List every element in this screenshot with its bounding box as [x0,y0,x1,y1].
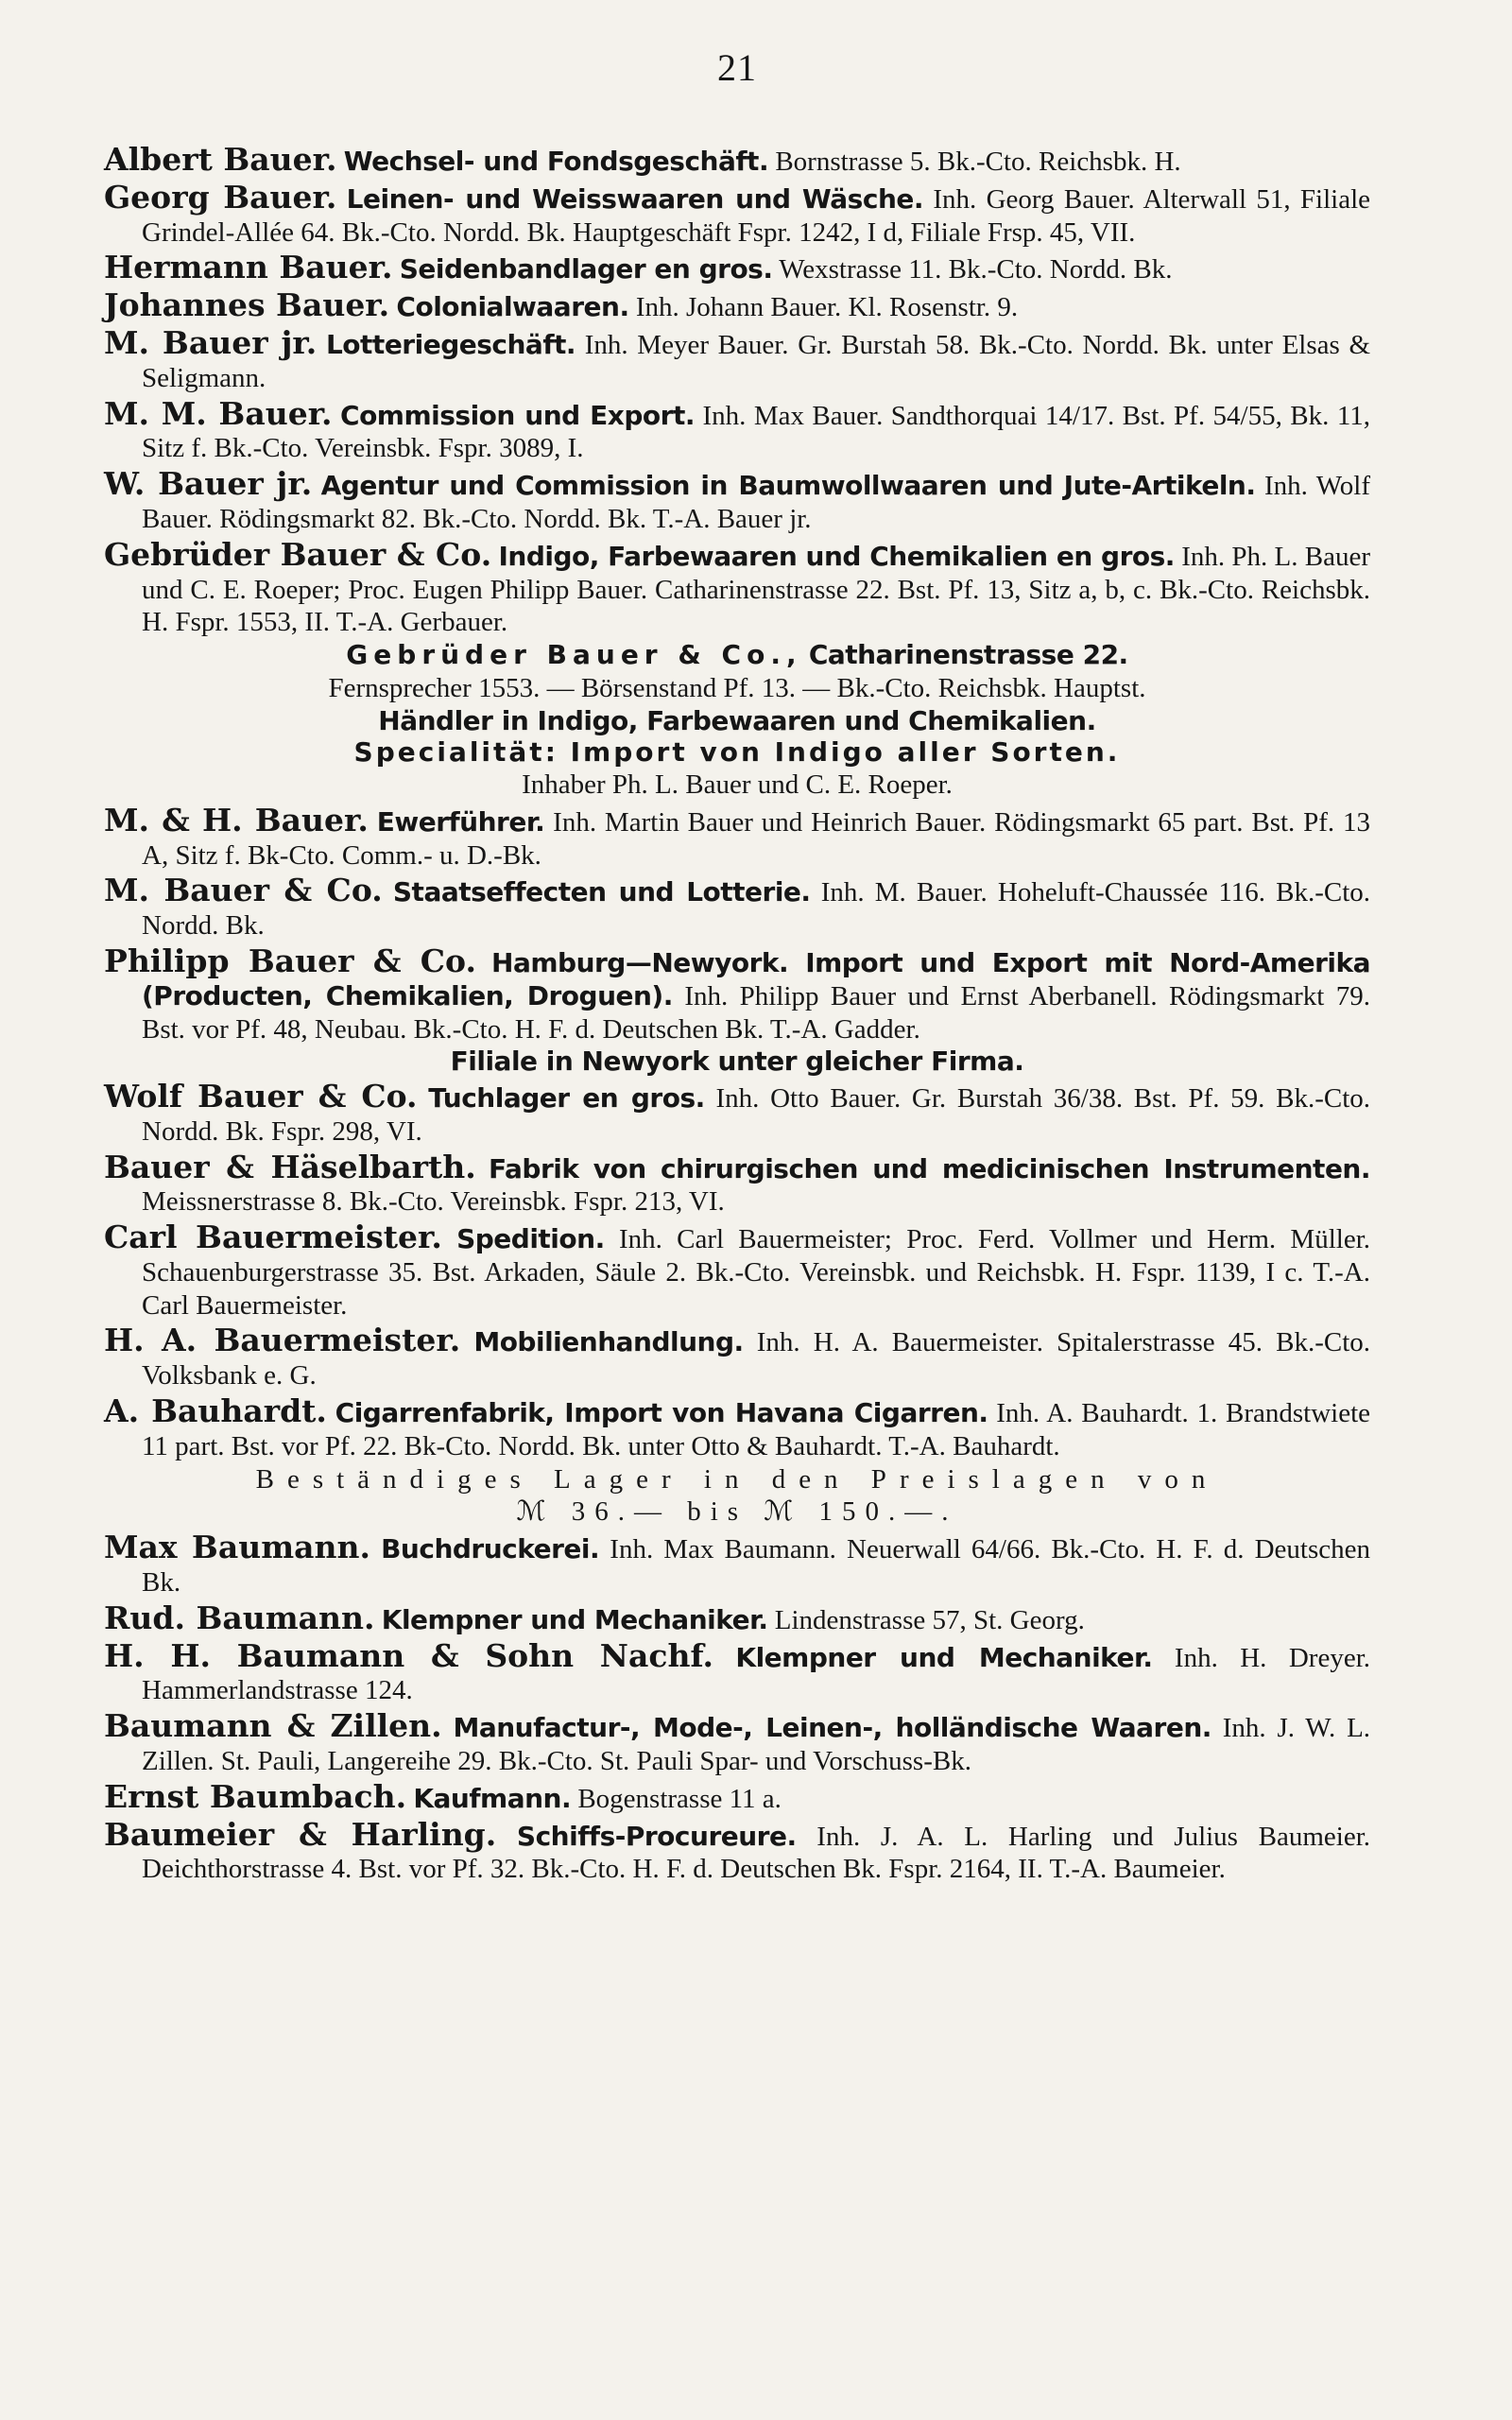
firm-name: Philipp Bauer & Co. [104,942,476,979]
firm-name: Max Baumann. [104,1529,370,1566]
entry-details: Bornstrasse 5. Bk.-Cto. Reichsbk. H. [775,147,1181,177]
firm-name: Johannes Bauer. [104,286,390,324]
entry-details: Inh. Georg Bauer. Alterwall 51, Filiale Grindel-Allée 64. Bk.-Cto. Nordd. Bk. Hauptgeschäft Fspr. 1242, I d, Filiale Frsp. 45, VII. [142,183,1371,248]
directory-entry [104,324,1370,395]
entry-list-3 [104,1078,1370,1529]
entry-details: Inh. Max Bauer. Sandthorquai 14/17. Bst. Pf. 54/55, Bk. 11, Sitz f. Bk.-Cto. Vereinsbk. Fspr. 3089, I. [142,400,1371,464]
directory-entry [104,395,1370,466]
entry-list-1 [104,141,1370,639]
directory-entry [104,286,1370,324]
directory-entry [104,249,1370,286]
directory-entry [104,1816,1370,1887]
entry-details: Inh. M. Bauer. Hoheluft-Chaussée 116. Bk.-Cto. Nordd. Bk. [142,877,1371,942]
trade-description: Colonialwaaren. [396,291,629,323]
firm-name: Georg Bauer. [104,178,337,216]
page-number: 21 [717,46,757,89]
entry-list-4 [104,1529,1370,1886]
entry-details: Wexstrasse 11. Bk.-Cto. Nordd. Bk. [779,254,1173,285]
directory-entry [104,1637,1370,1708]
ad-line-1 [104,639,1370,672]
ad-line-4: Specialität: Import von Indigo aller Sorten. [353,736,1121,769]
directory-entry [104,1392,1370,1463]
firm-name: H. A. Bauermeister. [104,1322,461,1359]
entry-details: Inh. J. W. L. Zillen. St. Pauli, Langereihe 29. Bk.-Cto. St. Pauli Spar- und Vorschuss-Bk. [142,1713,1371,1777]
trade-description: Leinen- und Weisswaaren und Wäsche. [346,182,924,215]
directory-entry [104,1149,1370,1219]
directory-entry [104,802,1370,873]
trade-description: Agentur und Commission in Baumwollwaaren und Jute-Artikeln. [320,470,1256,502]
trade-description: Cigarrenfabrik, Import von Havana Cigarren. [335,1397,988,1429]
trade-description: Ewerführer. [376,805,545,838]
firm-name: Hermann Bauer. [104,249,393,286]
firm-name: M. M. Bauer. [104,394,333,432]
lager-line-1: Beständiges Lager in den Preislagen von [255,1463,1219,1495]
directory-entry [104,1599,1370,1637]
firm-name: W. Bauer jr. [104,465,313,503]
firm-name: A. Bauhardt. [104,1392,327,1430]
trade-description: Spedition. [456,1223,605,1255]
firm-name: Carl Bauermeister. [104,1219,442,1256]
ad-firm-name: Gebrüder Bauer & Co., [346,639,802,671]
ad-address: Catharinenstrasse 22. [808,639,1128,671]
ad-line-2: Fernsprecher 1553. — Börsenstand Pf. 13. — Bk.-Cto. Reichsbk. Hauptst. [328,672,1146,703]
trade-description: Buchdruckerei. [381,1533,600,1565]
filiale-note: Filiale in Newyork unter gleicher Firma. [450,1046,1024,1078]
advertisement-block [104,639,1370,802]
firm-name: M. & H. Bauer. [104,801,369,838]
trade-description: Lotteriegeschäft. [325,328,576,360]
directory-entry [104,179,1370,250]
trade-description: Commission und Export. [340,399,695,431]
firm-name: Albert Bauer. [104,141,337,178]
entry-details: Inh. Johann Bauer. Kl. Rosenstr. 9. [635,292,1019,323]
trade-description: Fabrik von chirurgischen und medicinischen Instrumenten. [489,1152,1371,1184]
entry-details: Inh. Philipp Bauer und Ernst Aberbanell. Rödingsmarkt 79. Bst. vor Pf. 48, Neubau. Bk.-Cto. H. F. d. Deutschen Bk. T.-A. Gadder. [142,980,1370,1045]
entry-details: Lindenstrasse 57, St. Georg. [774,1604,1085,1635]
entry-details: Inh. Meyer Bauer. Gr. Burstah 58. Bk.-Cto. Nordd. Bk. unter Elsas & Seligmann. [142,329,1371,393]
entry-details: Inh. H. A. Bauermeister. Spitalerstrasse 45. Bk.-Cto. Volksbank e. G. [142,1327,1371,1392]
directory-entry [104,942,1370,1046]
trade-description: Wechsel- und Fondsgeschäft. [343,146,769,177]
entry-details: Inh. Otto Bauer. Gr. Burstah 36/38. Bst. Pf. 59. Bk.-Cto. Nordd. Bk. Fspr. 298, VI. [142,1082,1371,1147]
trade-description: Klempner und Mechaniker. [381,1603,768,1635]
trade-description: Staatseffecten und Lotterie. [392,876,811,908]
entry-details: Inh. J. A. L. Harling und Julius Baumeier. Deichthorstrasse 4. Bst. vor Pf. 32. Bk.-Cto. H. F. d. Deutschen Bk. Fspr. 2164, II. T.-A. Baumeier. [142,1821,1370,1885]
firm-name: Wolf Bauer & Co. [104,1077,418,1115]
lager-line-2: ℳ 36.— bis ℳ 150.—. [516,1496,958,1528]
directory-entry [104,1078,1370,1149]
firm-name: M. Bauer & Co. [104,872,383,909]
directory-entry [104,465,1370,536]
trade-description: Schiffs-Procureure. [516,1820,797,1852]
firm-name: Rud. Baumann. [104,1599,375,1636]
entry-details: Meissnerstrasse 8. Bk.-Cto. Vereinsbk. Fspr. 213, VI. [142,1186,725,1218]
directory-entry [104,1707,1370,1778]
trade-description: Seidenbandlager en gros. [399,253,773,285]
entry-details: Bogenstrasse 11 a. [577,1783,782,1814]
directory-entry [104,1529,1370,1599]
entry-details: Inh. Ph. L. Bauer und C. E. Roeper; Proc. Eugen Philipp Bauer. Catharinenstrasse 22. Bst. Pf. 13, Sitz a, b, c. Bk.-Cto. Reichsbk. H. Fspr. 1553, II. T.-A. Gerbauer. [142,541,1370,638]
firm-name: Baumann & Zillen. [104,1707,442,1745]
firm-name: Gebrüder Bauer & Co. [104,535,492,573]
entry-list-2 [104,802,1370,1078]
directory-entry [104,1778,1370,1816]
firm-name: Bauer & Häselbarth. [104,1148,476,1185]
entry-details: Inh. Carl Bauermeister; Proc. Ferd. Vollmer und Herm. Müller. Schauenburgerstrasse 35. Bst. Arkaden, Säule 2. Bk.-Cto. Vereinsbk. und Reichsbk. H. Fspr. 1139, I c. T.-A. Carl Bauermeister. [142,1224,1371,1321]
directory-entry [104,1219,1370,1322]
entry-details: Inh. Wolf Bauer. Rödingsmarkt 82. Bk.-Cto. Nordd. Bk. T.-A. Bauer jr. [142,471,1371,534]
firm-name: H. H. Baumann & Sohn Nachf. [104,1636,713,1674]
directory-entry [104,141,1370,179]
trade-description: Tuchlager en gros. [428,1081,705,1114]
firm-name: M. Bauer jr. [104,323,318,361]
trade-description: Manufactur-, Mode-, Leinen-, holländische Waaren. [453,1712,1211,1744]
trade-description: Indigo, Farbewaaren und Chemikalien en gros. [498,540,1175,572]
directory-entry [104,1322,1370,1392]
directory-entry [104,872,1370,942]
trade-description: Mobilienhandlung. [473,1326,744,1358]
firm-name: Ernst Baumbach. [104,1777,407,1815]
entry-details: Inh. Max Baumann. Neuerwall 64/66. Bk.-Cto. H. F. d. Deutschen Bk. [142,1534,1371,1599]
trade-description: Klempner und Mechaniker. [735,1641,1153,1673]
trade-description: Hamburg—Newyork. Import und Export mit Nord-Amerika (Producten, Chemikalien, Droguen). [142,946,1370,1011]
ad-line-3: Händler in Indigo, Farbewaaren und Chemikalien. [378,704,1096,736]
entry-details: Inh. H. Dreyer. Hammerlandstrasse 124. [142,1642,1370,1706]
entry-details: Inh. Martin Bauer und Heinrich Bauer. Rödingsmarkt 65 part. Bst. Pf. 13 A, Sitz f. Bk-Cto. Comm.- u. D.-Bk. [142,806,1371,871]
trade-description: Kaufmann. [413,1782,572,1814]
directory-entry [104,536,1370,639]
ad-line-5: Inhaber Ph. L. Bauer und C. E. Roeper. [522,769,953,800]
firm-name: Baumeier & Harling. [104,1815,497,1853]
entry-details: Inh. A. Bauhardt. 1. Brandstwiete 11 part. Bst. vor Pf. 22. Bk-Cto. Nordd. Bk. unter Otto & Bauhardt. T.-A. Bauhardt. [142,1398,1371,1461]
